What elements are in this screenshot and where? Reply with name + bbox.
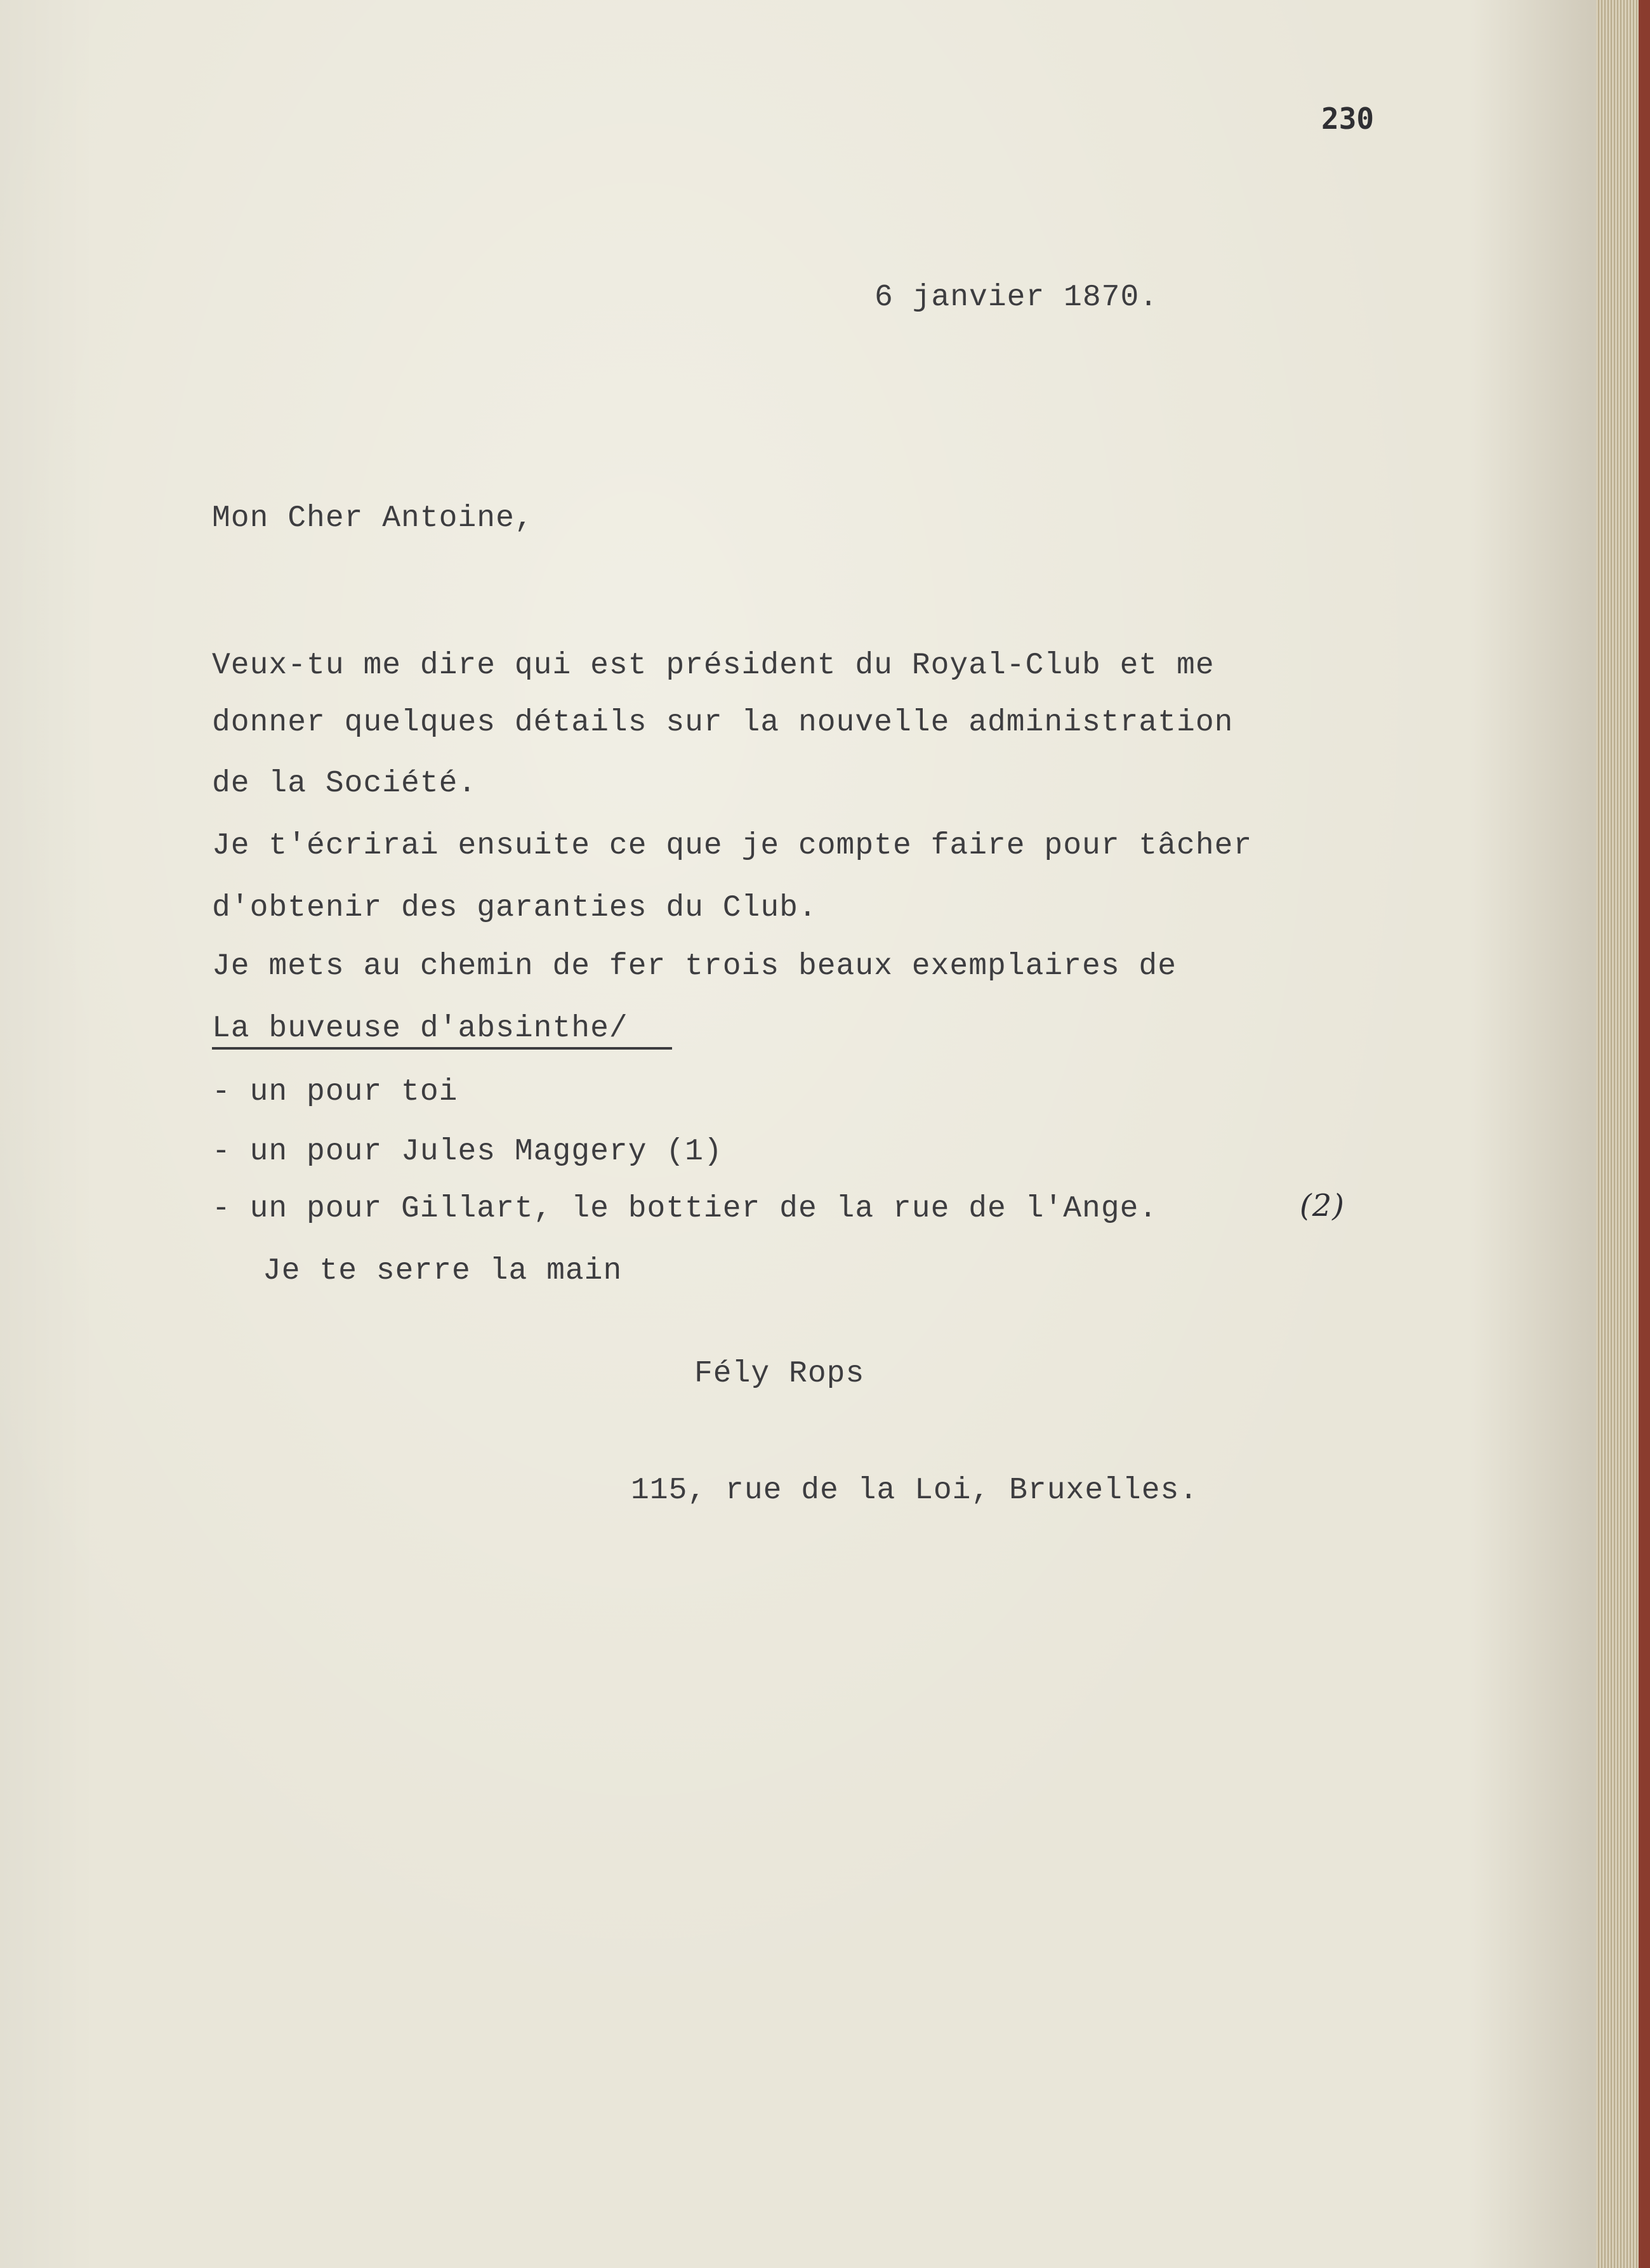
body-line: Je mets au chemin de fer trois beaux exemplaires de	[212, 949, 1177, 984]
page-number: 230	[1321, 102, 1375, 136]
body-line: Je t'écrirai ensuite ce que je compte faire pour tâcher	[212, 829, 1253, 863]
body-line: de la Société.	[212, 767, 477, 801]
page-edges	[1596, 0, 1650, 2268]
body-line: Veux-tu me dire qui est président du Royal-Club et me	[212, 649, 1215, 683]
sender-address: 115, rue de la Loi, Bruxelles.	[631, 1474, 1199, 1508]
letter-date: 6 janvier 1870.	[874, 280, 1159, 315]
list-item: - un pour Gillart, le bottier de la rue de l'Ange.	[212, 1192, 1158, 1226]
letter-signature: Fély Rops	[694, 1357, 865, 1391]
list-item: - un pour toi	[212, 1075, 458, 1109]
body-line: d'obtenir des garanties du Club.	[212, 891, 817, 925]
title-underline	[212, 1047, 672, 1050]
list-item: - un pour Jules Maggery (1)	[212, 1135, 723, 1169]
body-line: donner quelques détails sur la nouvelle administration	[212, 706, 1234, 740]
book-title: La buveuse d'absinthe/	[212, 1012, 628, 1046]
handwritten-note: (2)	[1300, 1188, 1345, 1223]
letter-salutation: Mon Cher Antoine,	[212, 501, 534, 536]
letter-closing: Je te serre la main	[263, 1254, 623, 1288]
